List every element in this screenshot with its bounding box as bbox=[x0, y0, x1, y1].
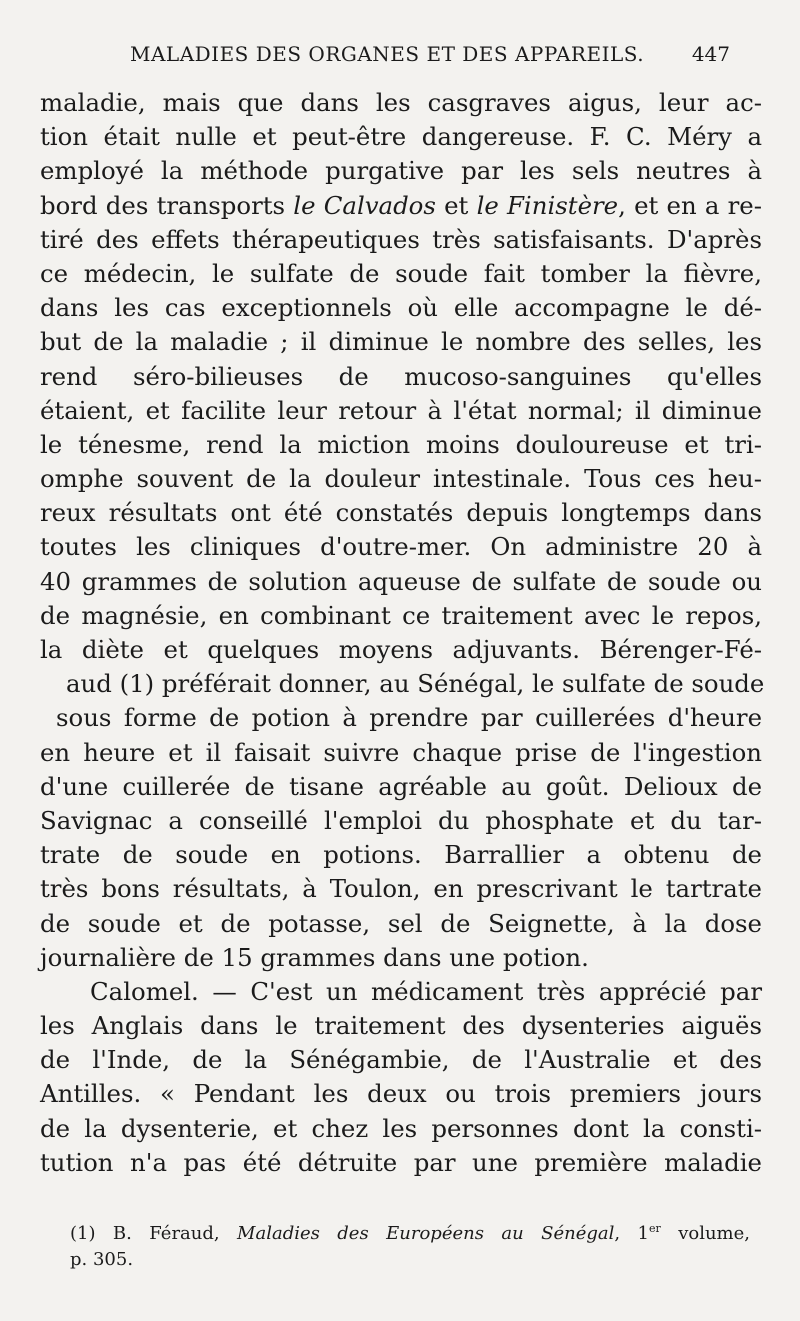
text-line: trate de soude en potions. Barrallier a obtenu de bbox=[40, 840, 762, 870]
footnote bbox=[70, 1221, 750, 1273]
text-line: très bons résultats, à Toulon, en prescrivant le tartrate bbox=[40, 874, 762, 904]
text-line: en heure et il faisait suivre chaque prise de l'ingestion bbox=[40, 737, 762, 767]
text-line bbox=[40, 189, 762, 223]
text-line: de magnésie, en combinant ce traitement avec le repos, bbox=[40, 600, 762, 630]
text-run: , et en a re- bbox=[618, 190, 762, 220]
ship-name: le Calvados bbox=[293, 190, 436, 220]
text-line: de l'Inde, de la Sénégambie, de l'Australie et des bbox=[40, 1045, 762, 1075]
text-line: rend séro-bilieuses de mucoso-sanguines qu'elles bbox=[40, 361, 762, 391]
text-line: reux résultats ont été constatés depuis longtemps dans bbox=[40, 498, 762, 528]
text-line: maladie, mais que dans les casgraves aigus, leur ac- bbox=[40, 88, 762, 117]
text-line: la diète et quelques moyens adjuvants. Bérenger-Fé- bbox=[40, 635, 762, 664]
text-run: , 1 bbox=[614, 1223, 649, 1244]
footnote-line: p. 305. bbox=[70, 1249, 134, 1270]
text-line: Calomel. — C'est un médicament très apprécié par bbox=[90, 976, 762, 1006]
text-line: dans les cas exceptionnels où elle accompagne le dé- bbox=[40, 293, 762, 323]
text-line: le ténesme, rend la miction moins douloureuse et tri- bbox=[40, 429, 762, 459]
ship-name: le Finistère bbox=[476, 190, 619, 220]
text-run: et bbox=[435, 190, 477, 220]
footnote-ref: (1) B. Féraud, bbox=[70, 1223, 238, 1244]
text-line: journalière de 15 grammes dans une potion. bbox=[40, 942, 589, 972]
page-number: 447 bbox=[691, 42, 730, 66]
book-title: Maladies des Européens au Sénégal bbox=[237, 1223, 615, 1244]
superscript: er bbox=[648, 1222, 661, 1235]
text-run: bord des transports bbox=[40, 190, 294, 220]
text-line: Savignac a conseillé l'emploi du phosphate et du tar- bbox=[40, 805, 762, 835]
text-line: tion était nulle et peut-être dangereuse. F. C. Méry a bbox=[40, 122, 762, 152]
text-line: les Anglais dans le traitement des dysenteries aiguës bbox=[40, 1011, 762, 1041]
text-line: de la dysenterie, et chez les personnes dont la consti- bbox=[40, 1113, 762, 1143]
footnote-line bbox=[70, 1221, 750, 1247]
text-line: de soude et de potasse, sel de Seignette, à la dose bbox=[40, 908, 762, 938]
text-line: aud (1) préférait donner, au Sénégal, le sulfate de soude bbox=[66, 669, 765, 699]
text-run: volume, bbox=[660, 1223, 750, 1244]
text-line: ce médecin, le sulfate de soude fait tomber la fièvre, bbox=[40, 258, 762, 288]
text-line: d'une cuillerée de tisane agréable au goût. Delioux de bbox=[40, 771, 762, 801]
body-text bbox=[40, 86, 765, 1180]
text-line: toutes les cliniques d'outre-mer. On administre 20 à bbox=[40, 532, 762, 562]
text-line: omphe souvent de la douleur intestinale. Tous ces heu- bbox=[40, 464, 762, 494]
text-line: étaient, et facilite leur retour à l'état normal; il diminue bbox=[40, 395, 762, 425]
text-line: 40 grammes de solution aqueuse de sulfate de soude ou bbox=[40, 566, 762, 596]
text-line: tution n'a pas été détruite par une première maladie bbox=[40, 1147, 762, 1177]
running-header bbox=[130, 42, 730, 72]
text-line: Antilles. « Pendant les deux ou trois premiers jours bbox=[40, 1079, 762, 1109]
text-line: but de la maladie ; il diminue le nombre des selles, les bbox=[40, 327, 762, 357]
text-line: employé la méthode purgative par les sels neutres à bbox=[40, 156, 762, 186]
running-title: MALADIES DES ORGANES ET DES APPAREILS. bbox=[130, 42, 645, 66]
text-line: sous forme de potion à prendre par cuillerées d'heure bbox=[56, 703, 762, 733]
text-line: tiré des effets thérapeutiques très satisfaisants. D'après bbox=[40, 224, 762, 254]
